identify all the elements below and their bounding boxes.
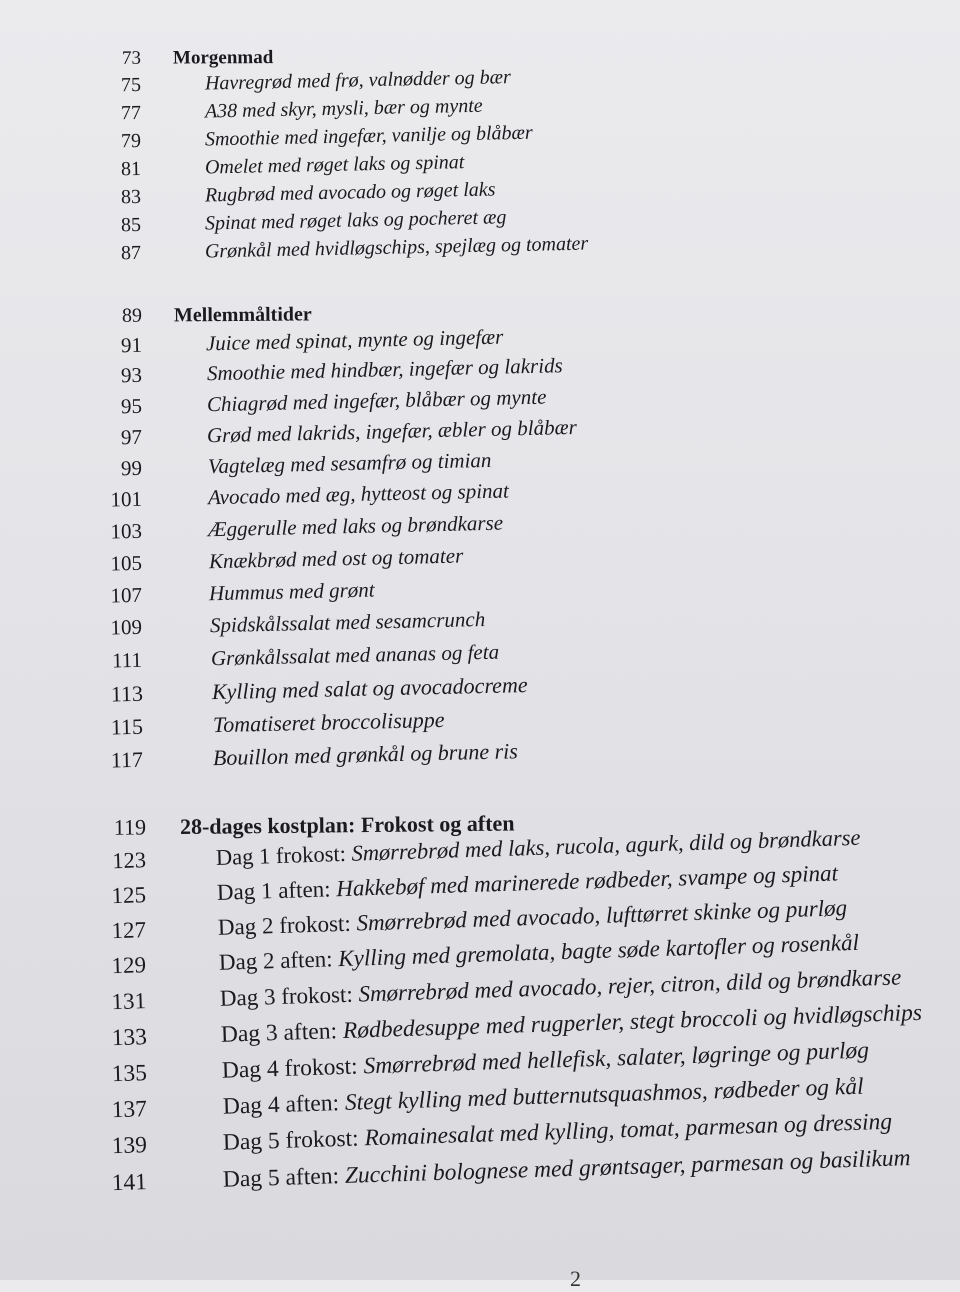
toc-entry [88,233,589,266]
page-number: 109 [110,614,143,640]
entry-title: Tomatiseret broccolisuppe [212,706,445,738]
page-number: 75 [120,73,142,97]
meal-label: Dag 3 aften: [220,1018,338,1048]
toc-entry [88,353,563,389]
dish-title: Smørrebrød med avocado, rejer, citron, dild og brøndkarse [358,964,902,1007]
entry-title: Spidskålssalat med sesamcrunch [209,606,486,638]
page-number: 139 [111,1132,148,1160]
page-number: 111 [111,647,143,673]
page-number: 125 [111,882,147,909]
toc-entry [88,672,528,708]
page-number: 87 [120,241,142,265]
meal-label: Dag 2 frokost: [217,910,352,940]
entry-title: Grød med lakrids, ingefær, æbler og blåbær [206,414,577,448]
dish-title: Hakkebøf med marinerede rødbeder, svampe og spinat [335,860,839,902]
page-number: 133 [111,1024,148,1052]
dish-title: Romainesalat med kylling, tomat, parmesan og dressing [364,1108,893,1152]
toc-entry [88,151,465,182]
toc-section-heading [88,811,515,841]
meal-label: Dag 1 frokost: [215,840,347,870]
toc-entry [88,95,483,126]
entry-title: Grønkålssalat med ananas og feta [210,639,500,671]
entry-title: Chiagrød med ingefær, blåbær og mynte [206,384,547,417]
dish-title: Kylling med gremolata, bagte søde kartofler og rosenkål [337,929,860,972]
page-number: 129 [111,952,147,979]
page-number: 119 [113,814,147,840]
section-title: Mellemmåltider [173,303,312,327]
dish-title: Zucchini bolognese med grøntsager, parmesan og basilikum [344,1145,911,1189]
dish-title: Smørrebrød med avocado, lufttørret skinke og purløg [356,895,848,936]
entry-title: Hummus med grønt [208,577,375,606]
page-number: 127 [111,917,147,944]
entry-title: Havregrød med frø, valnødder og bær [204,66,512,95]
toc-entry [88,178,496,210]
dish-title: Stegt kylling med butternutsquashmos, rødbeder og kål [344,1073,864,1116]
page-number: 107 [110,582,143,608]
toc-entry [88,607,486,641]
entry-title: Juice med spinat, mynte og ingefær [205,324,504,356]
page-number: 123 [111,847,147,874]
meal-label: Dag 5 frokost: [222,1125,360,1156]
dish-title: Smørrebrød med hellefisk, salater, løgringe og purløg [363,1037,870,1080]
section-title: Morgenmad [172,47,274,69]
page-number: 89 [121,304,143,327]
page-number: 113 [110,680,144,707]
meal-label: Dag 2 aften: [218,946,333,975]
toc-entry [88,448,492,482]
meal-label: Dag 1 aften: [216,876,331,905]
dish-title: Smørrebrød med laks, rucola, agurk, dild og brøndkarse [351,824,861,866]
entry-title: Spinat med røget laks og pocheret æg [204,206,507,235]
entry-title: Grønkål med hvidløgschips, spejlæg og tomater [204,232,589,263]
toc-entry [88,122,533,154]
dish-title: Rødbedesuppe med rugperler, stegt broccoli og hvidløgschips [342,999,923,1044]
page-number: 131 [111,988,147,1015]
page-number: 97 [120,424,143,450]
toc-entry [88,640,500,674]
page-number: 79 [120,129,142,153]
page-number: 105 [110,550,143,576]
toc-entry [88,543,464,577]
entry-title: Æggerulle med laks og brøndkarse [207,510,504,542]
meal-label: Dag 4 aften: [222,1090,340,1120]
page-number: 81 [120,157,142,181]
toc-entry [88,577,375,608]
page-number: 95 [120,393,143,419]
toc-section-heading [88,303,312,328]
toc-entry [88,415,577,451]
entry-title: Bouillon med grønkål og brune ris [212,738,519,771]
page-number: 137 [111,1096,148,1124]
toc-entry [88,738,518,774]
page-number: 99 [120,455,143,481]
page-number: 115 [110,713,144,740]
page-number: 135 [111,1060,148,1088]
meal-label: Dag 4 frokost: [221,1053,359,1084]
entry-title: Kylling med salat og avocadocreme [211,672,528,705]
page-number: 93 [120,362,143,388]
page-number: 83 [120,185,142,209]
toc-entry [88,206,507,238]
page-number: 141 [111,1169,148,1197]
entry-title: Smoothie med ingefær, vanilje og blåbær [204,121,533,151]
page-number: 91 [120,332,143,358]
page-number: 103 [110,518,143,544]
page-number: 101 [110,486,143,512]
page-folio: 2 [570,1266,581,1291]
entry-title: Avocado med æg, hytteost og spinat [207,478,510,510]
toc-entry [88,66,511,98]
entry-title: Smoothie med hindbær, ingefær og lakrids [206,353,563,386]
toc-entry [88,511,504,545]
section-title: 28-dages kostplan: Frokost og aften [179,810,515,840]
page-number: 77 [120,101,142,125]
page-number: 73 [121,47,142,69]
entry-title: Vagtelæg med sesamfrø og timian [207,447,492,479]
entry-title: A38 med skyr, mysli, bær og mynte [204,94,483,123]
entry-title: Rugbrød med avocado og røget laks [204,178,496,207]
page-number: 117 [110,746,144,773]
page-number: 85 [120,213,142,237]
entry-title: Knækbrød med ost og tomater [208,543,464,574]
toc-entry [88,478,509,513]
toc-entry [88,385,547,420]
toc-section-heading [88,47,273,70]
entry-title: Omelet med røget laks og spinat [204,151,465,179]
toc-entry [88,325,504,359]
toc-entry [88,707,445,741]
meal-label: Dag 5 aften: [222,1163,340,1193]
meal-label: Dag 3 frokost: [219,981,354,1011]
